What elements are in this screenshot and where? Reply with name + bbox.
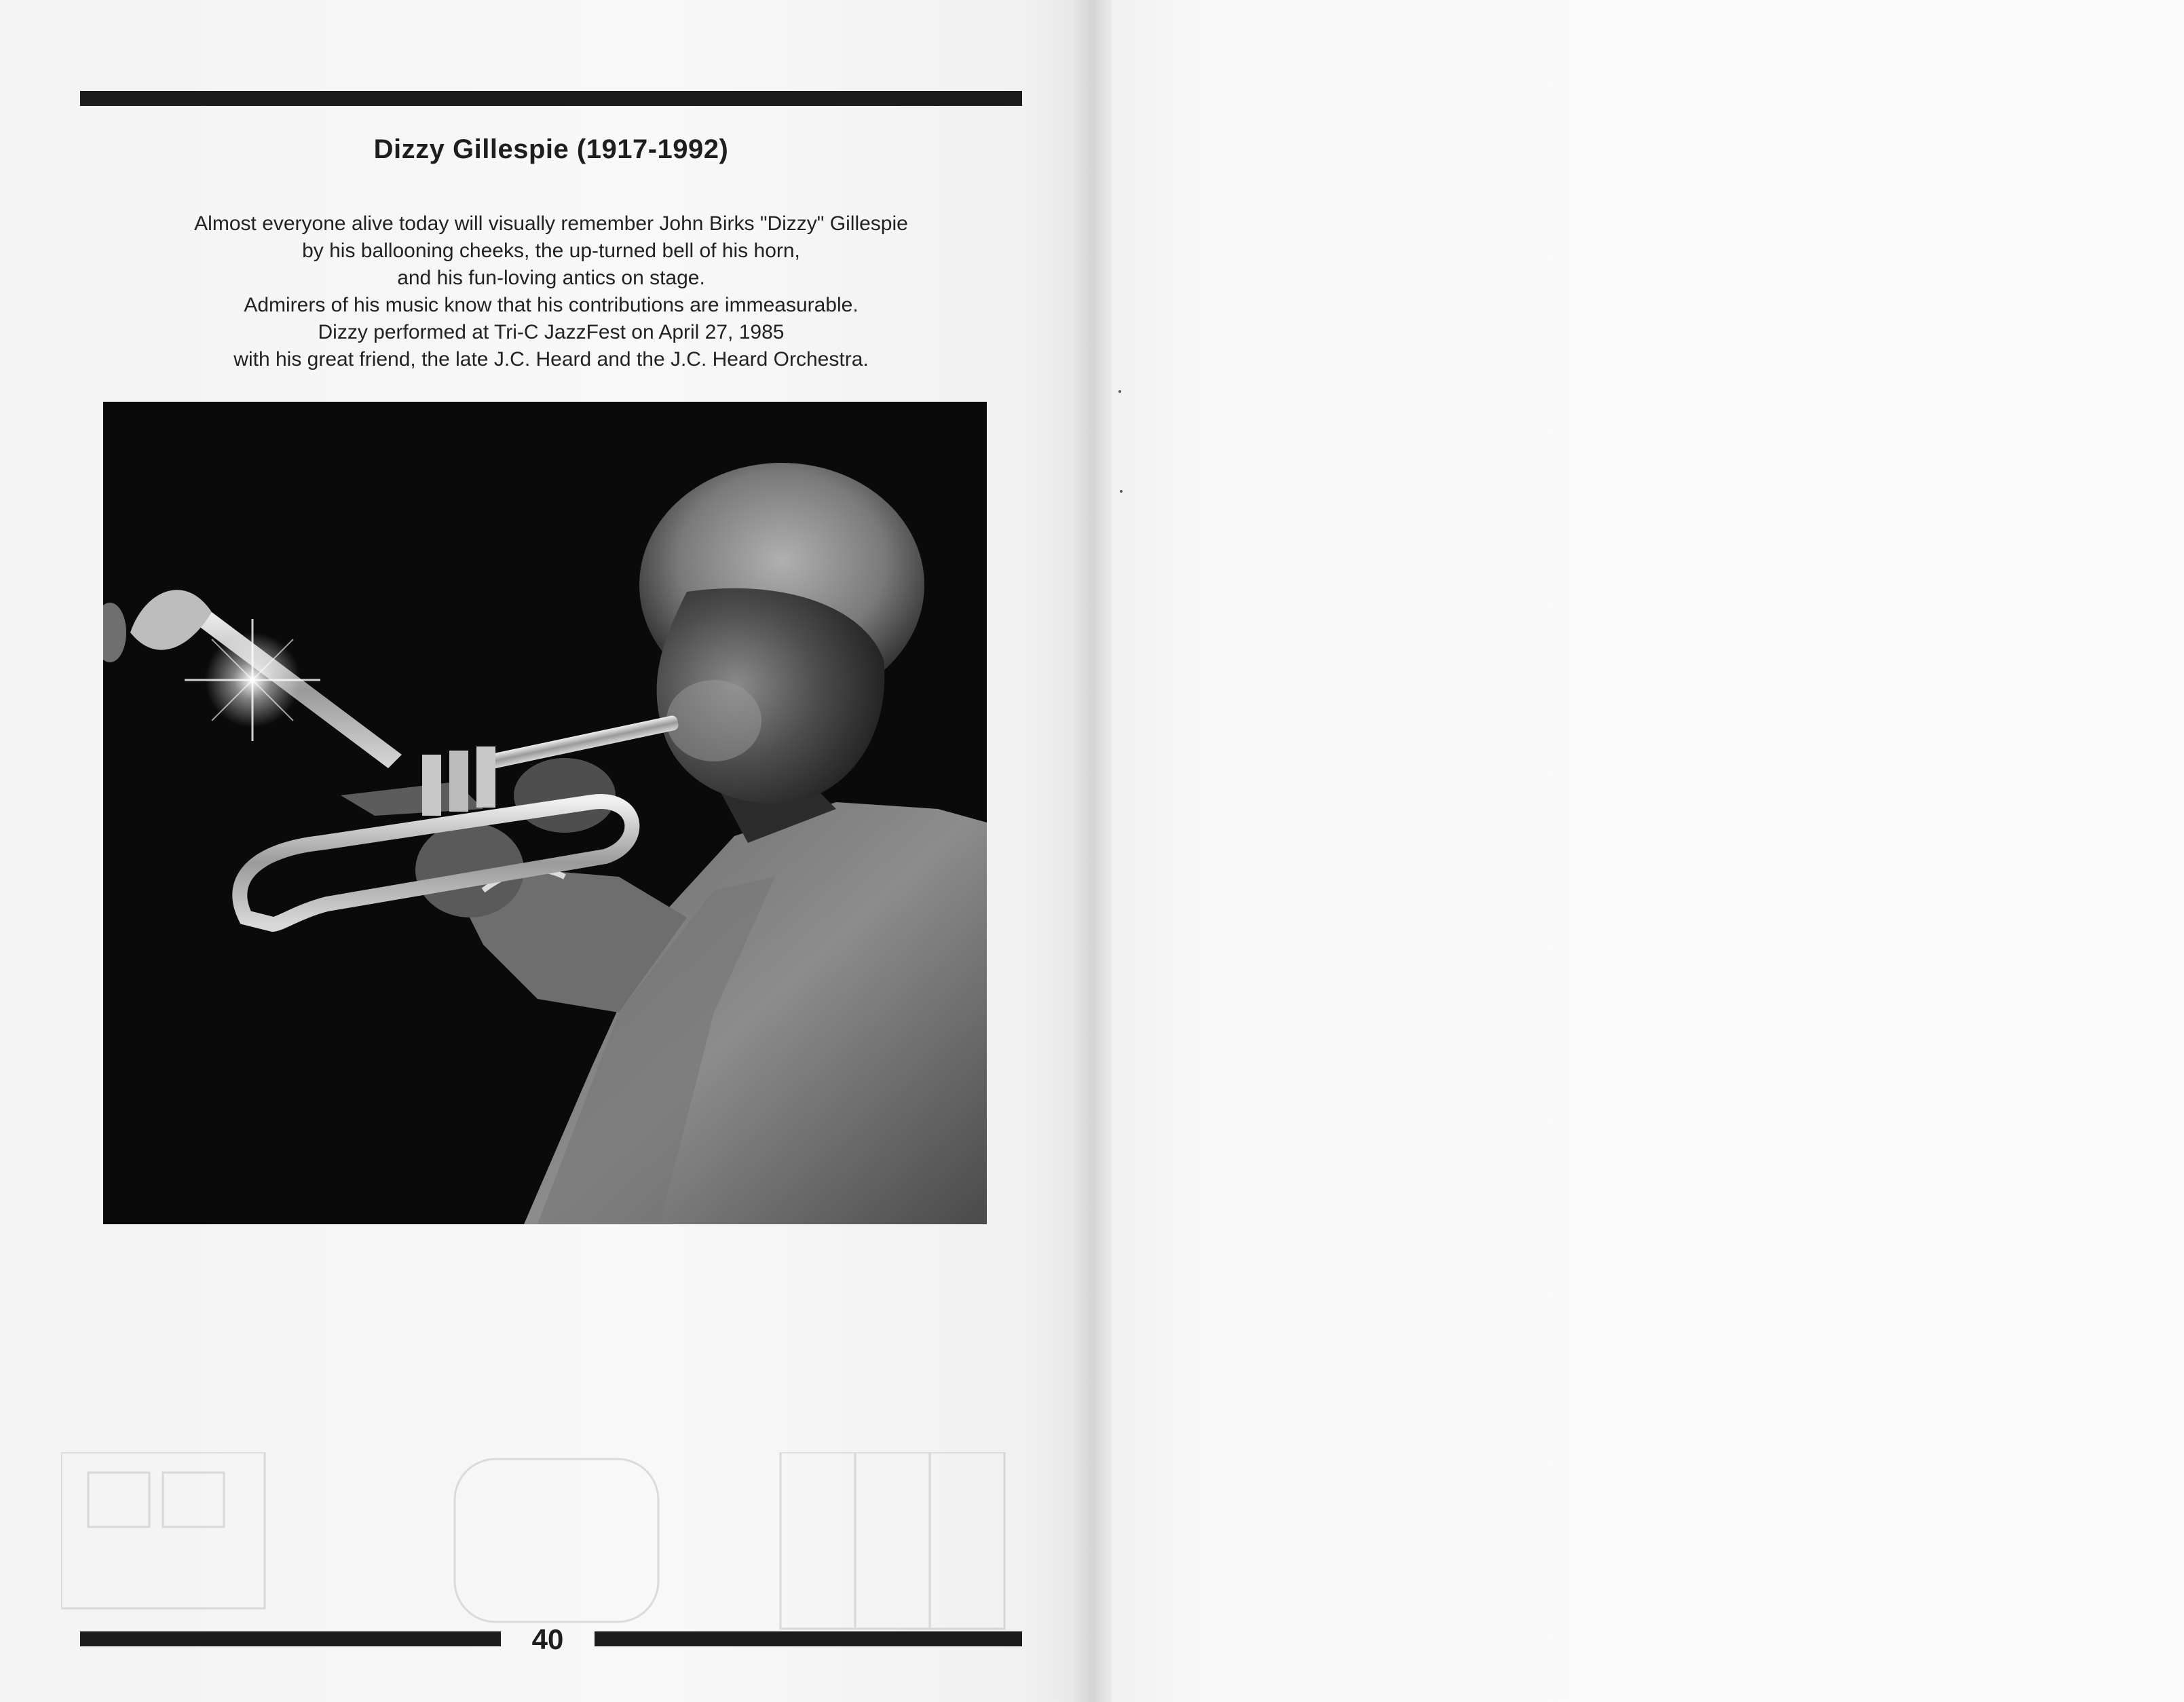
page-title: Dizzy Gillespie (1917-1992) [373, 134, 729, 164]
body-line: by his ballooning cheeks, the up-turned bell of his horn, [302, 240, 800, 262]
paper-speck [1120, 490, 1123, 493]
bottom-rule-left [80, 1631, 501, 1646]
body-text [80, 210, 1022, 373]
body-line: Admirers of his music know that his contributions are immeasurable. [244, 294, 859, 316]
photo-illustration [103, 402, 987, 1224]
trumpet-player-photo [103, 402, 987, 1224]
body-line: Dizzy performed at Tri-C JazzFest on April 27, 1985 [318, 321, 785, 343]
bottom-rule-right [595, 1631, 1022, 1646]
top-rule [80, 91, 1022, 106]
body-line: Almost everyone alive today will visually remember John Birks "Dizzy" Gillespie [194, 212, 908, 235]
page-number: 40 [531, 1623, 564, 1655]
show-through-diagram [61, 1452, 1018, 1635]
right-page-blank [1112, 0, 2184, 1702]
body-line: with his great friend, the late J.C. Heard and the J.C. Heard Orchestra. [233, 348, 869, 371]
book-gutter [1074, 0, 1112, 1702]
paper-speck [1118, 390, 1121, 393]
body-line: and his fun-loving antics on stage. [397, 267, 705, 289]
